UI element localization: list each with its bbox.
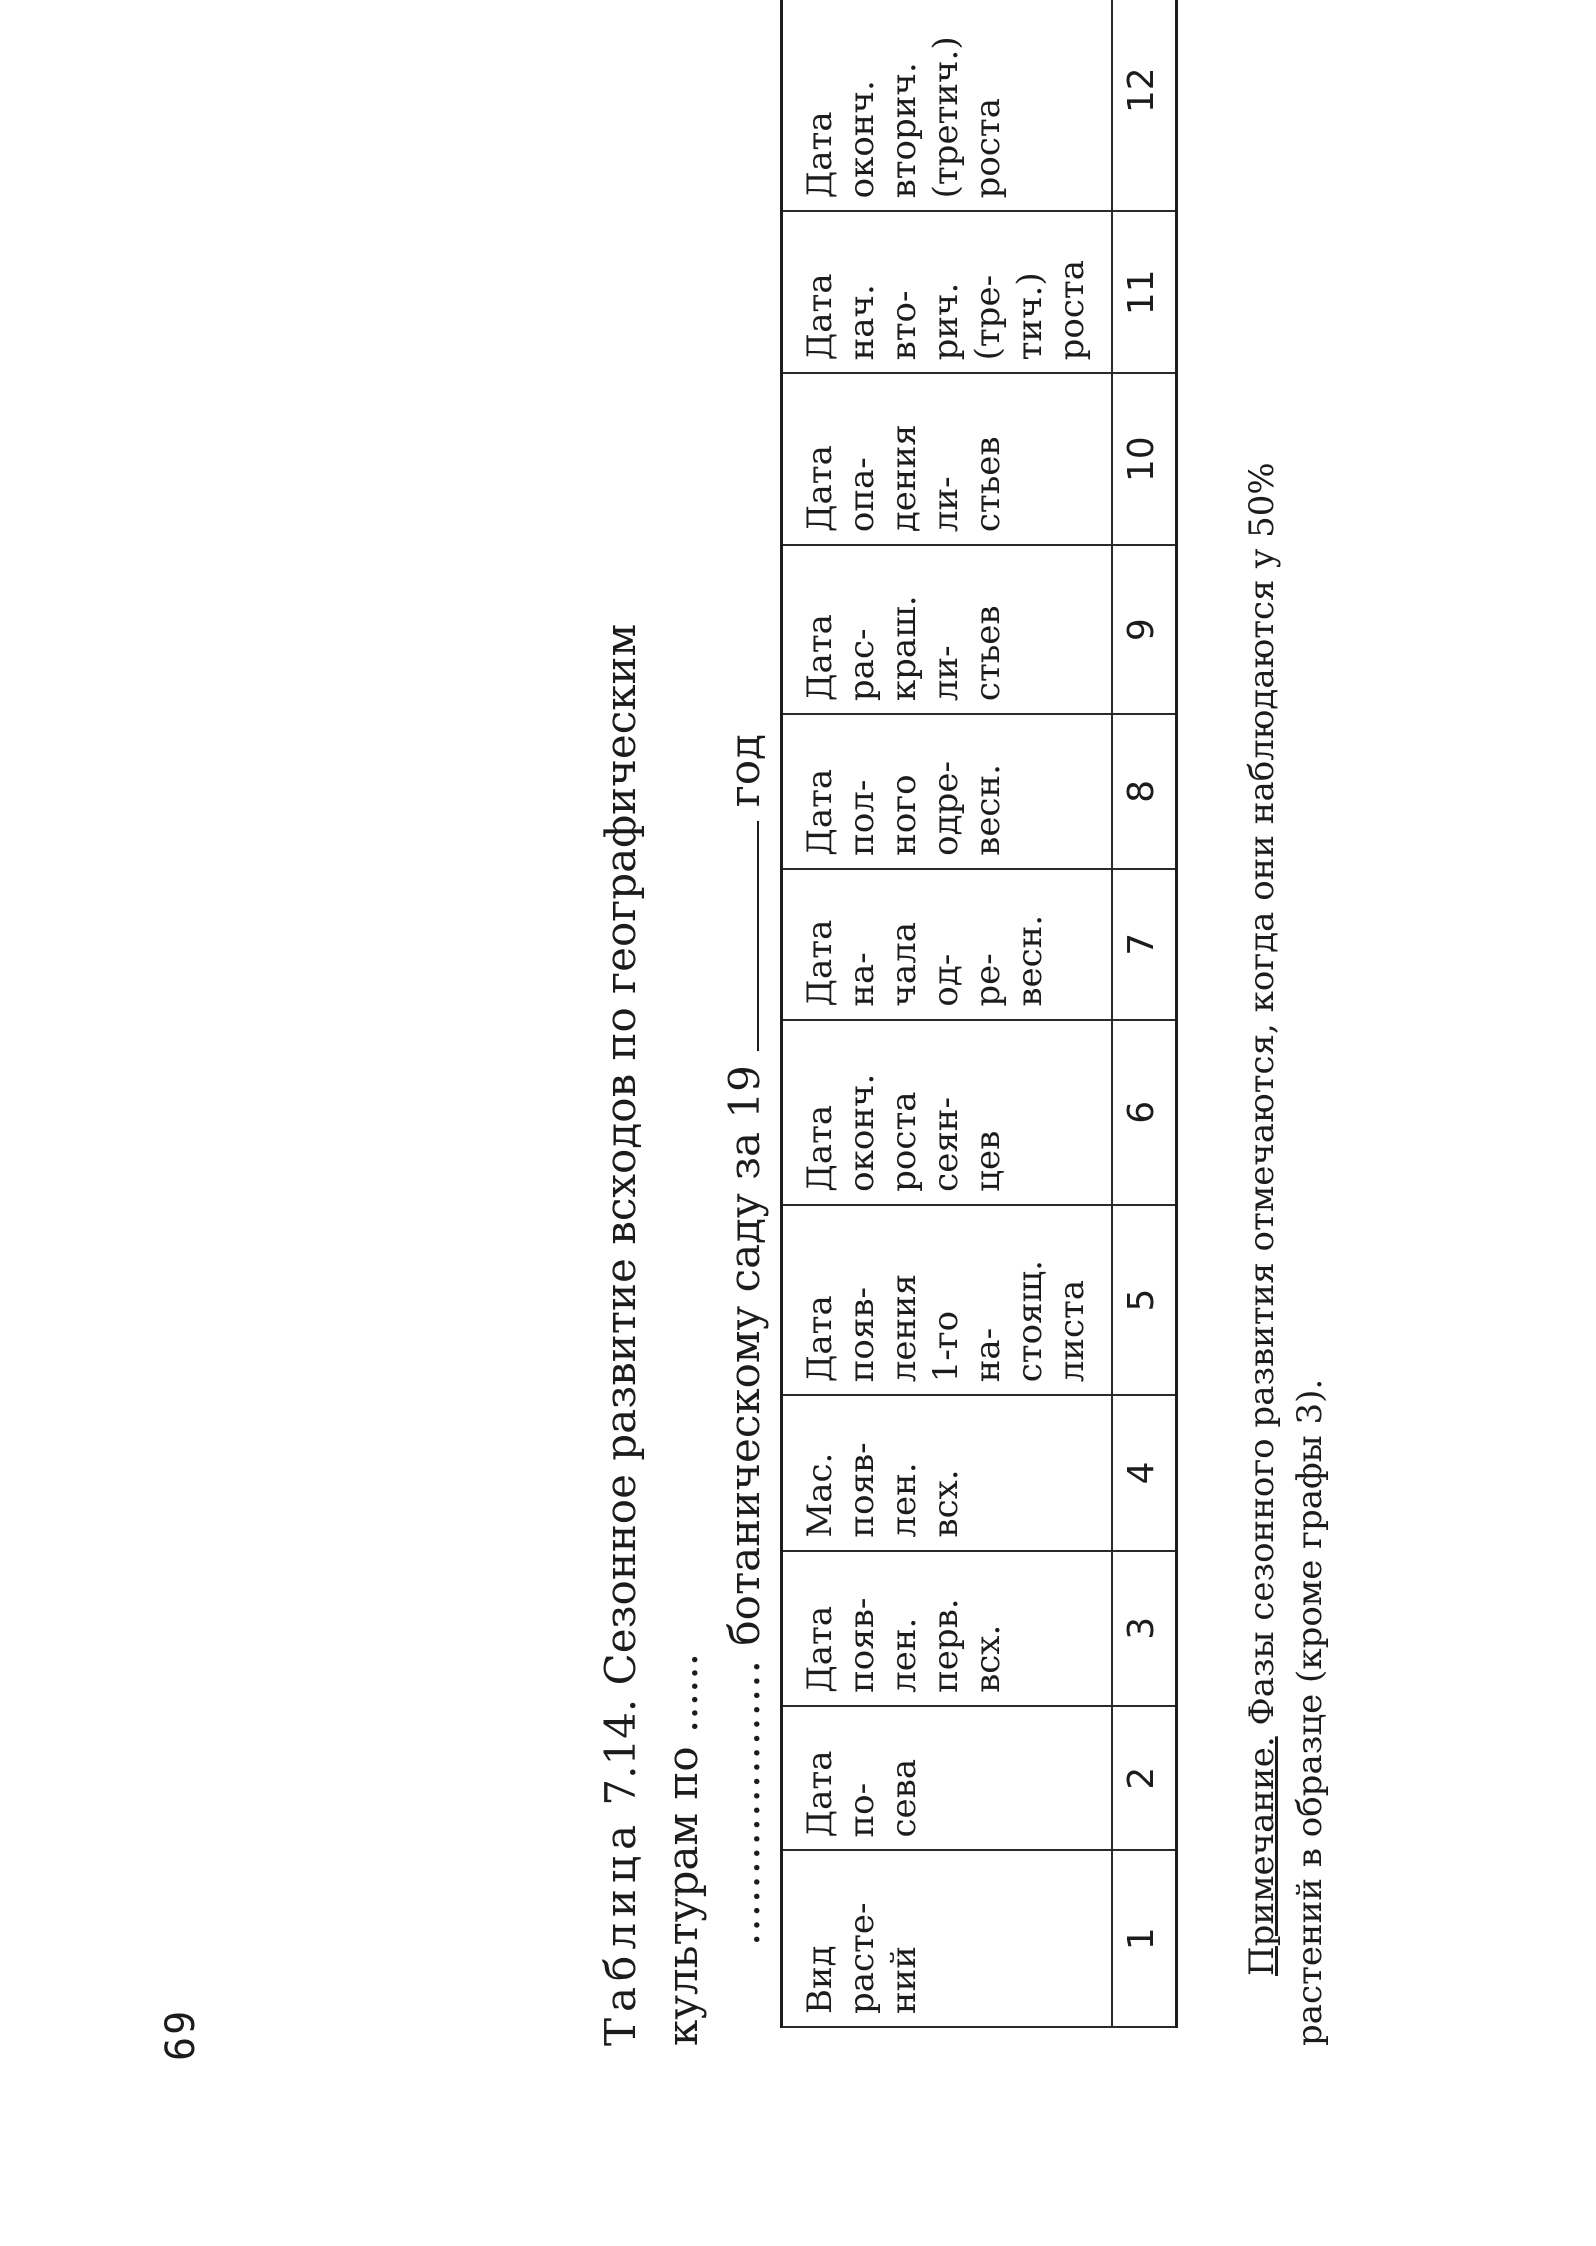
phenology-table [780, 0, 1178, 2028]
column-header: Дата рас- краш. ли- стьев [782, 545, 1112, 714]
column-number-cell: 2 [1112, 1706, 1177, 1851]
table-header-row [782, 0, 1112, 2027]
column-number-cell: 9 [1112, 545, 1177, 714]
column-number-cell: 5 [1112, 1205, 1177, 1395]
table-title-line2-text: ботаническому саду за 19 [720, 1065, 769, 1646]
footnote [1238, 246, 1334, 2046]
column-number-cell: 4 [1112, 1395, 1177, 1550]
footnote-text: Фазы сезонного развития отмечаются, когда они наблюдаются у 50% [1242, 462, 1282, 1726]
column-header: Дата появ- лен. перв. всх. [782, 1551, 1112, 1706]
column-number-cell: 7 [1112, 869, 1177, 1020]
table-number-row [1112, 0, 1177, 2027]
year-blank [725, 821, 759, 1051]
column-header: Мас. появ- лен. всх. [782, 1395, 1112, 1550]
table-title-year-suffix: год [720, 733, 769, 808]
column-header: Дата появ- ления 1-го на- стоящ. листа [782, 1205, 1112, 1395]
table-title-line2 [714, 446, 776, 2046]
table-title-prefix: Таблица [596, 1818, 645, 2046]
column-number-cell: 6 [1112, 1020, 1177, 1205]
column-header: Дата пол- ного одре- весн. [782, 714, 1112, 869]
column-number-cell: 12 [1112, 0, 1177, 211]
column-header: Дата на- чала од- ре- весн. [782, 869, 1112, 1020]
table-title-dots: .................... [720, 1658, 769, 1946]
footnote-text-2: растений в образце (кроме графы 3). [1290, 1378, 1330, 2046]
column-header: Дата по- сева [782, 1706, 1112, 1851]
column-header: Дата нач. вто- рич. (тре- тич.) роста [782, 211, 1112, 373]
footnote-label: Примечание. [1242, 1736, 1282, 1976]
table-title-line1: 7.14. Сезонное развитие всходов по географическим культурам по ...... [596, 623, 707, 2046]
column-header: Вид расте- ний [782, 1850, 1112, 2027]
column-number-cell: 1 [1112, 1850, 1177, 2027]
column-number-cell: 8 [1112, 714, 1177, 869]
column-number-cell: 3 [1112, 1551, 1177, 1706]
table-title [590, 446, 776, 2046]
column-header: Дата опа- дения ли- стьев [782, 373, 1112, 545]
column-number-cell: 11 [1112, 211, 1177, 373]
column-number-cell: 10 [1112, 373, 1177, 545]
column-header: Дата оконч. роста сеян- цев [782, 1020, 1112, 1205]
column-header: Дата оконч. вторич. (третич.) роста [782, 0, 1112, 211]
page-number: 69 [158, 2008, 204, 2061]
